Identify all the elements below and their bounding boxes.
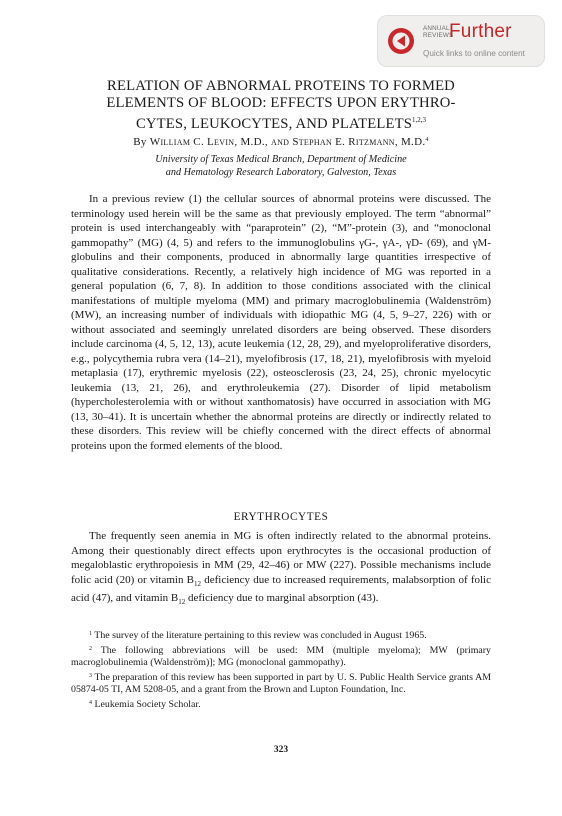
- annual-reviews-further-badge[interactable]: [378, 16, 544, 66]
- footnote-text: The following abbreviations will be used: MM (multiple myeloma); MW (primary macroglobulinemia (Waldenström)]; MG (monoclonal gammopathy).: [71, 644, 491, 669]
- page-number: 323: [273, 745, 289, 755]
- author-line: [40, 136, 522, 148]
- erythro-sub-2: 12: [178, 598, 186, 607]
- erythro-sub-1: 12: [194, 579, 202, 588]
- author-2-footnote-ref: 4: [425, 137, 429, 143]
- erythro-text-3: deficiency due to marginal absorption (43).: [185, 592, 379, 605]
- erythrocytes-paragraph: [71, 529, 491, 610]
- affiliation-line-2: and Hematology Research Laboratory, Galveston, Texas: [165, 167, 397, 178]
- affiliation-line-1: University of Texas Medical Branch, Department of Medicine: [155, 154, 407, 165]
- erythrocytes-section: [71, 529, 491, 610]
- footnote-mark: 2: [89, 645, 92, 652]
- footnote-mark: 3: [89, 672, 92, 679]
- intro-section: [71, 192, 491, 453]
- footnote: [71, 628, 491, 643]
- footnote: [71, 643, 491, 670]
- title-line-1: RELATION OF ABNORMAL PROTEINS TO FORMED: [107, 78, 455, 94]
- title-line-3: CYTES, LEUKOCYTES, AND PLATELETS: [135, 116, 413, 132]
- title-line-2: ELEMENTS OF BLOOD: EFFECTS UPON ERYTHRO-: [106, 95, 456, 111]
- badge-annual-text: ANNUAL: [423, 25, 450, 32]
- affiliation: [60, 153, 502, 179]
- intro-paragraph: In a previous review (1) the cellular sources of abnormal proteins were discussed. The terminology used herein will be the same as that previously employed. The term “abnormal” protein is used interchangeably with “paraprotein” (2), “M”-protein (3), and “monoclonal gammopathy” (MG) (4, 5) and refers to the immunoglobulins γG-, γA-, γD- (69), and γM-globulins and their components, produced in abnormally large quantities irrespective of qualitative considerations. Recently, a relatively high incidence of MG was reported in a general population (6, 7, 8). In addition to those conditions associated with the clinical manifestations of multiple myeloma (MM) and primary macroglobulinemia (Waldenström) (MW), an increasing number of individuals with idiopathic MG (4, 5, 9–27, 226) with or without associated and seemingly unrelated disorders are being observed. These disorders include carcinoma (4, 5, 12, 13), acute leukemia (12, 28, 29), and myeloproliferative disorders, e.g., polycythemia rubra vera (14–21), myelofibrosis (17, 18, 21), myelofibrosis with myeloid metaplasia (17), erythremic myelosis (22), osteosclerosis (23, 24, 25), chronic myelocytic leukemia (13, 21, 26), and erythroleukemia (27). Disorder of lipid metabolism (hypercholesterolemia with or without xanthomatosis) have occurred in association with MG (13, 30–41). It is uncertain whether the abnormal proteins are directly or indirectly related to these disorders. This review will be chiefly concerned with the direct effects of abnormal proteins upon the formed elements of the blood.: [71, 193, 491, 452]
- badge-quick-links-link[interactable]: Quick links to online content: [423, 49, 525, 58]
- author-and: and: [271, 136, 290, 148]
- footnote: [71, 670, 491, 697]
- author-by: By: [133, 136, 147, 148]
- author-2: Stephan E. Ritzmann, M.D.: [292, 136, 426, 148]
- article-title: [40, 78, 522, 133]
- badge-further-text: Further: [449, 21, 512, 42]
- footnotes: [71, 628, 491, 712]
- erythro-text-1: The frequently seen anemia in MG is often indirectly related to the abnormal proteins. Among their questionably direct effects upon erythrocytes is the occasional production of megaloblastic erythropoiesis in MM (29, 42–46) or MW (227). Possible mechanisms include folic acid (20) or vitamin B: [71, 530, 491, 586]
- badge-reviews-text: REVIEWS: [423, 32, 454, 39]
- footnote-mark: 4: [89, 699, 92, 706]
- footnote-text: The preparation of this review has been supported in part by U. S. Public Health Service grants AM 05874-05 TI, AM 5208-05, and a grant from the Brown and Lupton Foundation, Inc.: [71, 671, 491, 696]
- footnote: [71, 697, 491, 712]
- footnote-text: Leukemia Society Scholar.: [94, 698, 201, 710]
- section-heading-erythrocytes: ERYTHROCYTES: [233, 511, 329, 523]
- erythro-text-2: deficiency due to increased requirements, malabsorption of folic acid (47), and vitamin B: [71, 573, 491, 605]
- author-1: William C. Levin, M.D.,: [149, 136, 268, 148]
- footnote-text: The survey of the literature pertaining to this review was concluded in August 1965.: [94, 630, 427, 641]
- footnote-mark: 1: [89, 631, 92, 637]
- title-footnote-refs: 1,2,3: [412, 116, 427, 124]
- badge-publisher-label: [423, 25, 454, 39]
- play-circle-icon: [387, 27, 415, 55]
